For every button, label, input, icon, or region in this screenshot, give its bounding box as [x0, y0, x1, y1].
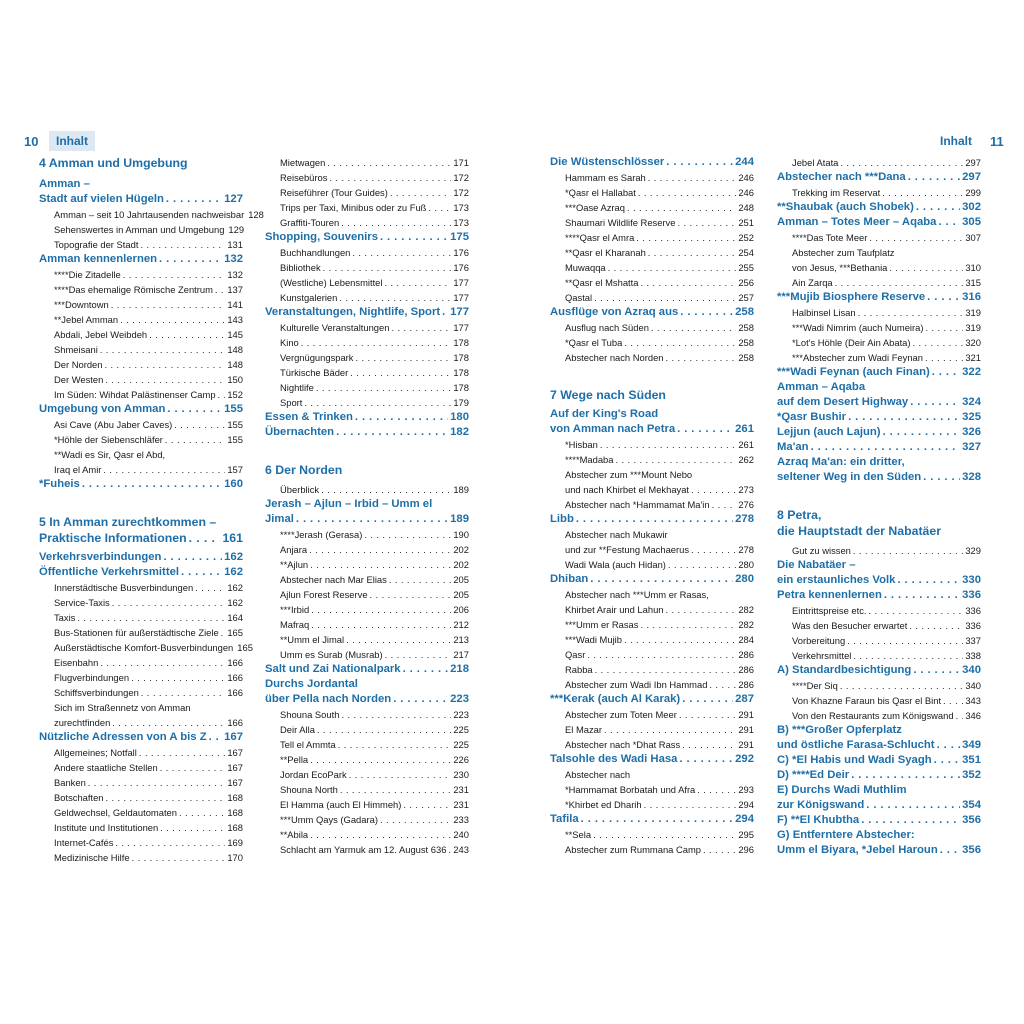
toc-entry[interactable]: ***Umm er Rasas . . . 282: [550, 617, 754, 632]
toc-entry[interactable]: ***Wadi Nimrim (auch Numeira) . . . 319: [777, 320, 981, 335]
toc-entry[interactable]: Topografie der Stadt . . . 131: [39, 237, 243, 252]
toc-entry[interactable]: Abstecher nach: [565, 769, 631, 780]
toc-entry[interactable]: Von den Restaurants zum Königswand . . . 346: [777, 708, 981, 723]
toc-heading: B) ***Großer Opferplatz: [777, 724, 902, 736]
toc-entry[interactable]: Abstecher nach *Hammamat Ma'in . . . 276: [550, 497, 754, 512]
toc-entry[interactable]: Banken . . . 167: [39, 775, 243, 790]
toc-heading[interactable]: *Fuheis . . . 160: [39, 477, 243, 492]
toc-entry[interactable]: Rabba . . . 286: [550, 662, 754, 677]
toc-heading[interactable]: ein erstaunliches Volk . . . 330: [777, 573, 981, 588]
toc-entry[interactable]: ***Downtown . . . 141: [39, 297, 243, 312]
toc-entry[interactable]: Kino . . . 178: [265, 335, 469, 350]
toc-heading[interactable]: Ausflüge von Azraq aus . . . 258: [550, 305, 754, 320]
toc-column-4: [777, 155, 981, 858]
toc-heading[interactable]: Jimal . . . 189: [265, 512, 469, 527]
toc-entry[interactable]: Jordan EcoPark . . . 230: [265, 767, 469, 782]
toc-heading[interactable]: Die Wüstenschlösser . . . 244: [550, 155, 754, 170]
toc-entry[interactable]: Innerstädtische Busverbindungen . . . 162: [39, 580, 243, 595]
toc-entry[interactable]: Nightlife . . . 178: [265, 380, 469, 395]
toc-heading[interactable]: Salt und Zai Nationalpark . . . 218: [265, 662, 469, 677]
toc-heading[interactable]: Übernachten . . . 182: [265, 425, 469, 440]
left-page-number: 10: [24, 134, 39, 149]
toc-entry[interactable]: Abstecher zum Wadi Ibn Hammad . . . 286: [550, 677, 754, 692]
toc-entry[interactable]: Verkehrsmittel . . . 338: [777, 648, 981, 663]
toc-entry[interactable]: Mietwagen . . . 171: [265, 155, 469, 170]
toc-entry[interactable]: (Westliche) Lebensmittel . . . 177: [265, 275, 469, 290]
toc-heading[interactable]: A) Standardbesichtigung . . . 340: [777, 663, 981, 678]
toc-entry[interactable]: Trips per Taxi, Minibus oder zu Fuß . . . 173: [265, 200, 469, 215]
toc-entry[interactable]: Anjara . . . 202: [265, 542, 469, 557]
chapter-title: 7 Wege nach Süden: [550, 388, 666, 402]
toc-entry[interactable]: zurechtfinden . . . 166: [39, 715, 243, 730]
chapter-title: 5 In Amman zurechtkommen –: [39, 515, 217, 529]
toc-entry[interactable]: Der Westen . . . 150: [39, 372, 243, 387]
toc-entry[interactable]: Qastal . . . 257: [550, 290, 754, 305]
toc-entry[interactable]: Shouna North . . . 231: [265, 782, 469, 797]
toc-entry[interactable]: Iraq el Amir . . . 157: [39, 462, 243, 477]
toc-entry[interactable]: *Khirbet ed Dharih . . . 294: [550, 797, 754, 812]
toc-entry[interactable]: **Wadi es Sir, Qasr el Abd,: [54, 449, 166, 460]
toc-entry[interactable]: Sport . . . 179: [265, 395, 469, 410]
toc-entry[interactable]: Abstecher zum Rummana Camp . . . 296: [550, 842, 754, 857]
toc-entry[interactable]: *Qasr el Tuba . . . 258: [550, 335, 754, 350]
toc-entry[interactable]: Bus-Stationen für außerstädtische Ziele . . . 165: [39, 625, 243, 640]
toc-entry[interactable]: Deir Alla . . . 225: [265, 722, 469, 737]
toc-entry[interactable]: ***Wadi Mujib . . . 284: [550, 632, 754, 647]
toc-entry[interactable]: Vorbereitung . . . 337: [777, 633, 981, 648]
toc-heading[interactable]: seltener Weg in den Süden . . . 328: [777, 470, 981, 485]
right-running-head: Inhalt: [940, 134, 972, 148]
toc-entry[interactable]: Vergnügungspark . . . 178: [265, 350, 469, 365]
toc-heading: Die Nabatäer –: [777, 559, 856, 571]
toc-entry[interactable]: Gut zu wissen . . . 329: [777, 543, 981, 558]
toc-entry[interactable]: **Pella . . . 226: [265, 752, 469, 767]
toc-entry[interactable]: ****Das ehemalige Römische Zentrum . . . 137: [39, 282, 243, 297]
toc-heading[interactable]: Petra kennenlernen . . . 336: [777, 588, 981, 603]
toc-entry[interactable]: Shmeisani . . . 148: [39, 342, 243, 357]
toc-heading: G) Entferntere Abstecher:: [777, 829, 915, 841]
toc-entry[interactable]: Ausflug nach Süden . . . 258: [550, 320, 754, 335]
toc-entry[interactable]: Im Süden: Wihdat Palästinenser Camp . . . 152: [39, 387, 243, 402]
toc-entry[interactable]: Abstecher nach ***Umm er Rasas,: [565, 589, 709, 600]
toc-entry[interactable]: und zur **Festung Machaerus . . . 278: [550, 542, 754, 557]
toc-heading[interactable]: Amman kennenlernen . . . 132: [39, 252, 243, 267]
toc-heading[interactable]: ***Mujib Biosphere Reserve . . . 316: [777, 290, 981, 305]
toc-entry[interactable]: Bibliothek . . . 176: [265, 260, 469, 275]
toc-entry[interactable]: ****Qasr el Amra . . . 252: [550, 230, 754, 245]
toc-heading[interactable]: Lejjun (auch Lajun) . . . 326: [777, 425, 981, 440]
toc-entry[interactable]: ****Die Zitadelle . . . 132: [39, 267, 243, 282]
toc-entry[interactable]: Qasr . . . 286: [550, 647, 754, 662]
toc-entry[interactable]: Abdali, Jebel Weibdeh . . . 145: [39, 327, 243, 342]
toc-heading: E) Durchs Wadi Muthlim: [777, 784, 907, 796]
toc-heading[interactable]: über Pella nach Norden . . . 223: [265, 692, 469, 707]
toc-entry[interactable]: Sich im Straßennetz von Amman: [54, 702, 191, 713]
toc-entry[interactable]: **Umm el Jimal . . . 213: [265, 632, 469, 647]
toc-entry[interactable]: ****Das Tote Meer . . . 307: [777, 230, 981, 245]
toc-entry[interactable]: Taxis . . . 164: [39, 610, 243, 625]
toc-heading: Jerash – Ajlun – Irbid – Umm el: [265, 498, 433, 510]
toc-entry[interactable]: Eintrittspreise etc. . . . 336: [777, 603, 981, 618]
left-running-head: Inhalt: [49, 131, 95, 151]
toc-heading: Azraq Ma'an: ein dritter,: [777, 456, 905, 468]
toc-heading[interactable]: Verkehrsverbindungen . . . 162: [39, 550, 243, 565]
toc-entry[interactable]: Geldwechsel, Geldautomaten . . . 168: [39, 805, 243, 820]
toc-heading[interactable]: Umm el Biyara, *Jebel Haroun . . . 356: [777, 843, 981, 858]
toc-entry[interactable]: *Höhle der Siebenschläfer . . . 155: [39, 432, 243, 447]
toc-entry[interactable]: Service-Taxis . . . 162: [39, 595, 243, 610]
toc-entry[interactable]: **Qasr el Mshatta . . . 256: [550, 275, 754, 290]
toc-heading[interactable]: Abstecher nach ***Dana . . . 297: [777, 170, 981, 185]
toc-heading: Amman – Aqaba: [777, 381, 866, 393]
toc-entry[interactable]: Andere staatliche Stellen . . . 167: [39, 760, 243, 775]
toc-heading[interactable]: Dhiban . . . 280: [550, 572, 754, 587]
toc-heading: Auf der King's Road: [550, 408, 659, 420]
toc-entry[interactable]: Botschaften . . . 168: [39, 790, 243, 805]
toc-heading[interactable]: Libb . . . 278: [550, 512, 754, 527]
toc-entry[interactable]: Überblick . . . 189: [265, 482, 469, 497]
toc-entry[interactable]: El Mazar . . . 291: [550, 722, 754, 737]
toc-heading[interactable]: von Amman nach Petra . . . 261: [550, 422, 754, 437]
toc-entry[interactable]: Institute und Institutionen . . . 168: [39, 820, 243, 835]
toc-entry[interactable]: Der Norden . . . 148: [39, 357, 243, 372]
toc-entry[interactable]: ****Jerash (Gerasa) . . . 190: [265, 527, 469, 542]
toc-entry[interactable]: ***Oase Azraq . . . 248: [550, 200, 754, 215]
toc-heading[interactable]: und östliche Farasa-Schlucht . . . 349: [777, 738, 981, 753]
chapter-title: 6 Der Norden: [265, 463, 343, 477]
toc-heading[interactable]: ***Kerak (auch Al Karak) . . . 287: [550, 692, 754, 707]
toc-entry[interactable]: Kunstgalerien . . . 177: [265, 290, 469, 305]
toc-heading: Amman –: [39, 178, 90, 190]
toc-entry[interactable]: Halbinsel Lisan . . . 319: [777, 305, 981, 320]
toc-entry[interactable]: Muwaqqa . . . 255: [550, 260, 754, 275]
toc-heading[interactable]: Veranstaltungen, Nightlife, Sport . . . 177: [265, 305, 469, 320]
toc-entry[interactable]: Buchhandlungen . . . 176: [265, 245, 469, 260]
toc-entry[interactable]: Kulturelle Veranstaltungen . . . 177: [265, 320, 469, 335]
toc-column-2: [265, 155, 469, 857]
chapter-title: 8 Petra,: [777, 508, 822, 522]
toc-heading[interactable]: C) *El Habis und Wadi Syagh . . . 351: [777, 753, 981, 768]
toc-entry[interactable]: Internet-Cafés . . . 169: [39, 835, 243, 850]
toc-entry[interactable]: **Ajlun . . . 202: [265, 557, 469, 572]
toc-entry[interactable]: ***Irbid . . . 206: [265, 602, 469, 617]
toc-heading[interactable]: ***Wadi Feynan (auch Finan) . . . 322: [777, 365, 981, 380]
toc-entry[interactable]: ****Madaba . . . 262: [550, 452, 754, 467]
toc-heading[interactable]: **Shaubak (auch Shobek) . . . 302: [777, 200, 981, 215]
toc-entry[interactable]: Von Khazne Faraun bis Qasr el Bint . . . 343: [777, 693, 981, 708]
toc-entry[interactable]: ***Umm Qays (Gadara) . . . 233: [265, 812, 469, 827]
toc-heading[interactable]: Talsohle des Wadi Hasa . . . 292: [550, 752, 754, 767]
toc-entry[interactable]: Was den Besucher erwartet . . . 336: [777, 618, 981, 633]
toc-entry[interactable]: Abstecher zum ***Mount Nebo: [565, 469, 693, 480]
right-page-number: 11: [990, 134, 1004, 149]
toc-heading[interactable]: Umgebung von Amman . . . 155: [39, 402, 243, 417]
toc-heading[interactable]: zur Königswand . . . 354: [777, 798, 981, 813]
toc-entry[interactable]: Amman – seit 10 Jahrtausenden nachweisbar 128: [54, 209, 264, 220]
toc-entry[interactable]: *Qasr el Hallabat . . . 246: [550, 185, 754, 200]
toc-heading[interactable]: Nützliche Adressen von A bis Z . . . 167: [39, 730, 243, 745]
toc-entry[interactable]: Trekking im Reservat . . . 299: [777, 185, 981, 200]
toc-entry[interactable]: **Abila . . . 240: [265, 827, 469, 842]
toc-entry[interactable]: Flugverbindungen . . . 166: [39, 670, 243, 685]
toc-heading[interactable]: D) ****Ed Deir . . . 352: [777, 768, 981, 783]
toc-entry[interactable]: Jebel Atata . . . 297: [777, 155, 981, 170]
toc-entry[interactable]: Wadi Wala (auch Hidan) . . . 280: [550, 557, 754, 572]
toc-entry[interactable]: El Hamma (auch El Himmeh) . . . 231: [265, 797, 469, 812]
toc-entry[interactable]: *Lot's Höhle (Deir Ain Abata) . . . 320: [777, 335, 981, 350]
toc-entry[interactable]: Außerstädtische Komfort-Busverbindungen 165: [54, 642, 253, 653]
toc-entry[interactable]: *Hammamat Borbatah und Afra . . . 293: [550, 782, 754, 797]
toc-entry[interactable]: Ajlun Forest Reserve . . . 205: [265, 587, 469, 602]
toc-heading[interactable]: Shopping, Souvenirs . . . 175: [265, 230, 469, 245]
toc-entry[interactable]: Allgemeines; Notfall . . . 167: [39, 745, 243, 760]
toc-entry[interactable]: Khirbet Arair und Lahun . . . 282: [550, 602, 754, 617]
toc-entry[interactable]: Mafraq . . . 212: [265, 617, 469, 632]
toc-entry[interactable]: Abstecher zum Toten Meer . . . 291: [550, 707, 754, 722]
toc-entry[interactable]: Graffiti-Touren . . . 173: [265, 215, 469, 230]
toc-entry[interactable]: Abstecher nach Mar Elias . . . 205: [265, 572, 469, 587]
toc-entry[interactable]: Reisebüros . . . 172: [265, 170, 469, 185]
toc-entry[interactable]: Tell el Ammta . . . 225: [265, 737, 469, 752]
toc-entry[interactable]: ***Abstecher zum Wadi Feynan . . . 321: [777, 350, 981, 365]
toc-entry[interactable]: Asi Cave (Abu Jaber Caves) . . . 155: [39, 417, 243, 432]
toc-entry[interactable]: ****Der Siq . . . 340: [777, 678, 981, 693]
toc-entry[interactable]: Hammam es Sarah . . . 246: [550, 170, 754, 185]
toc-entry[interactable]: von Jesus, ***Bethania . . . 310: [777, 260, 981, 275]
toc-heading: Durchs Jordantal: [265, 678, 358, 690]
toc-heading[interactable]: Ma'an . . . 327: [777, 440, 981, 455]
toc-heading[interactable]: *Qasr Bushir . . . 325: [777, 410, 981, 425]
toc-entry[interactable]: und nach Khirbet el Mekhayat . . . 273: [550, 482, 754, 497]
toc-entry[interactable]: *Hisban . . . 261: [550, 437, 754, 452]
toc-heading[interactable]: Stadt auf vielen Hügeln . . . 127: [39, 192, 243, 207]
toc-entry[interactable]: **Sela . . . 295: [550, 827, 754, 842]
toc-entry[interactable]: Shouna South . . . 223: [265, 707, 469, 722]
toc-entry[interactable]: Abstecher nach *Dhat Rass . . . 291: [550, 737, 754, 752]
toc-entry[interactable]: **Jebel Amman . . . 143: [39, 312, 243, 327]
chapter-title[interactable]: Praktische Informationen . . . 161: [39, 530, 243, 546]
toc-entry[interactable]: Türkische Bäder . . . 178: [265, 365, 469, 380]
toc-entry[interactable]: Medizinische Hilfe . . . 170: [39, 850, 243, 865]
chapter-title: 4 Amman und Umgebung: [39, 156, 188, 170]
toc-entry[interactable]: Ain Zarqa . . . 315: [777, 275, 981, 290]
toc-heading[interactable]: F) **El Khubtha . . . 356: [777, 813, 981, 828]
toc-heading[interactable]: auf dem Desert Highway . . . 324: [777, 395, 981, 410]
toc-heading[interactable]: Amman – Totes Meer – Aqaba . . . 305: [777, 215, 981, 230]
toc-column-3: [550, 155, 754, 857]
toc-entry[interactable]: Abstecher nach Norden . . . 258: [550, 350, 754, 365]
toc-heading[interactable]: Tafila . . . 294: [550, 812, 754, 827]
toc-entry[interactable]: Eisenbahn . . . 166: [39, 655, 243, 670]
chapter-title: die Hauptstadt der Nabatäer: [777, 524, 941, 538]
toc-entry[interactable]: Umm es Surab (Musrab) . . . 217: [265, 647, 469, 662]
toc-heading[interactable]: Öffentliche Verkehrsmittel . . . 162: [39, 565, 243, 580]
toc-entry[interactable]: Schlacht am Yarmuk am 12. August 636 . . . 243: [265, 842, 469, 857]
toc-entry[interactable]: Shaumari Wildlife Reserve . . . 251: [550, 215, 754, 230]
toc-entry[interactable]: Abstecher zum Taufplatz: [792, 247, 895, 258]
toc-entry[interactable]: Sehenswertes in Amman und Umgebung 129: [54, 224, 245, 235]
toc-entry[interactable]: Schiffsverbindungen . . . 166: [39, 685, 243, 700]
toc-heading[interactable]: Essen & Trinken . . . 180: [265, 410, 469, 425]
toc-entry[interactable]: **Qasr el Kharanah . . . 254: [550, 245, 754, 260]
toc-entry[interactable]: Reiseführer (Tour Guides) . . . 172: [265, 185, 469, 200]
toc-entry[interactable]: Abstecher nach Mukawir: [565, 529, 668, 540]
toc-column-1: [39, 155, 264, 865]
